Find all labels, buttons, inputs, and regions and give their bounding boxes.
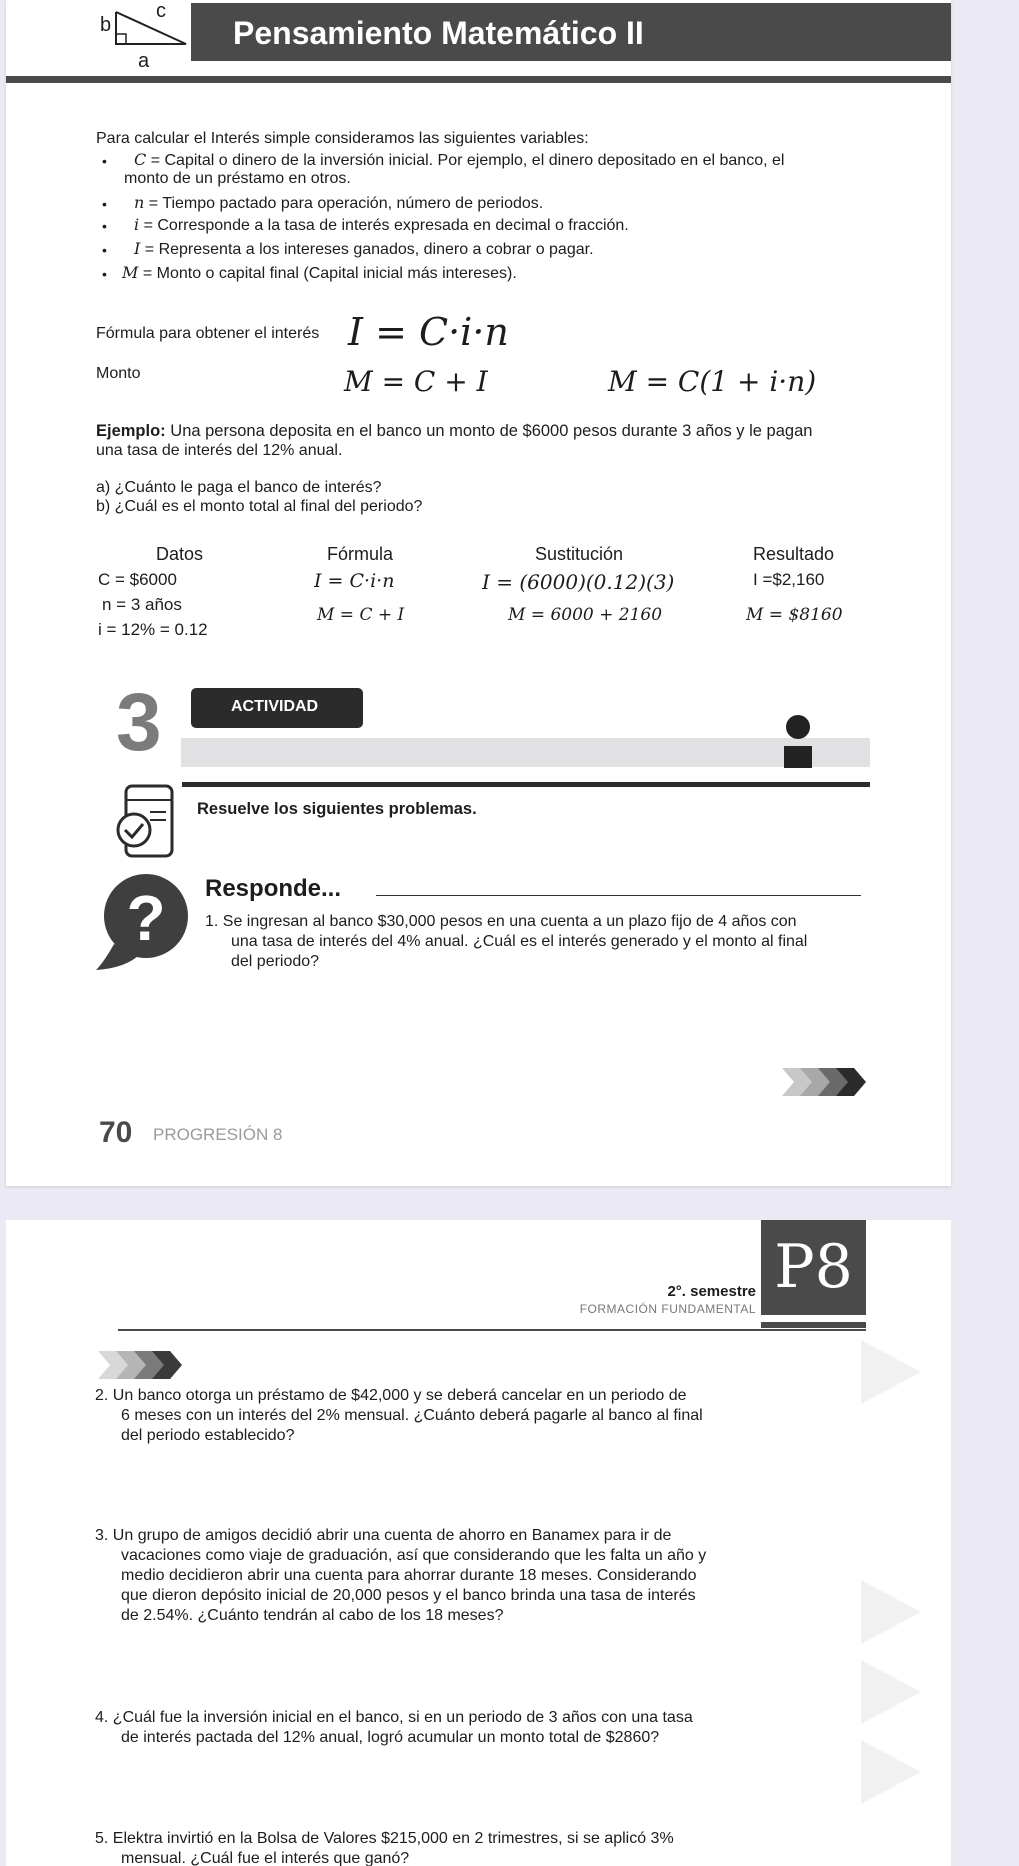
- responde-heading: Responde...: [205, 875, 342, 902]
- activity-rule: [182, 782, 870, 787]
- progression-label: PROGRESIÓN 8: [153, 1125, 283, 1144]
- table-formula-interest: I = C·i·n: [314, 570, 395, 592]
- result-monto: M = $8160: [746, 605, 843, 625]
- monto-formula-2: M = C(1 + i·n): [608, 365, 817, 398]
- chevrons-icon: [98, 1348, 184, 1382]
- substitution-monto: M = 6000 + 2160: [508, 605, 663, 625]
- page-71: [6, 1220, 951, 1866]
- page-number: 70: [99, 1116, 133, 1149]
- variable-i: i = Corresponde a la tasa de interés expresada en decimal o fracción.: [134, 215, 629, 234]
- problem-1-line-2: una tasa de interés del 4% anual. ¿Cuál es el interés generado y el monto al final: [231, 933, 808, 950]
- col-header-formula: Fórmula: [327, 544, 394, 564]
- question-b: b) ¿Cuál es el monto total al final del periodo?: [96, 498, 423, 515]
- bullet: •: [102, 196, 107, 212]
- monto-label: Monto: [96, 365, 141, 382]
- problem-1-line-3: del periodo?: [231, 953, 320, 970]
- person-icon: [780, 714, 816, 770]
- problem-3-line-5: de 2.54%. ¿Cuánto tendrán al cabo de los 18 meses?: [121, 1607, 504, 1624]
- header-rule-2: [118, 1329, 866, 1331]
- problem-2-line-1: 2. Un banco otorga un préstamo de $42,000 y se deberá cancelar en un periodo de: [95, 1387, 687, 1404]
- triangle-label-a: a: [138, 50, 150, 72]
- problem-4-line-2: de interés pactada del 12% anual, logró acumular un monto total de $2860?: [121, 1729, 660, 1746]
- decorative-shape: [861, 1740, 921, 1804]
- triangle-label-c: c: [156, 0, 166, 22]
- page-70: [6, 0, 951, 1186]
- problem-2-line-2: 6 meses con un interés del 2% mensual. ¿Cuánto deberá pagarle al banco al final: [121, 1407, 703, 1424]
- problem-3-line-4: que dieron depósito inicial de 20,000 pesos y el banco brinda una tasa de interés: [121, 1587, 696, 1604]
- bullet: •: [102, 218, 107, 234]
- dato-n: n = 3 años: [102, 595, 182, 614]
- substitution-interest: I = (6000)(0.12)(3): [482, 570, 675, 594]
- problem-3-line-3: medio decidieron abrir una cuenta para ahorrar durante 18 meses. Considerando: [121, 1567, 697, 1584]
- interest-formula: I = C·i·n: [348, 310, 509, 354]
- problem-4-line-1: 4. ¿Cuál fue la inversión inicial en el banco, si en un periodo de 3 años con una tasa: [95, 1709, 693, 1726]
- notebook-check-icon: [110, 780, 180, 860]
- result-interest: I =$2,160: [753, 570, 825, 589]
- question-a: a) ¿Cuánto le paga el banco de interés?: [96, 479, 382, 496]
- progression-badge: P8: [761, 1220, 866, 1315]
- answer-line[interactable]: [376, 895, 861, 896]
- variable-c-cont: monto de un préstamo en otros.: [124, 170, 351, 187]
- problem-1-line-1: 1. Se ingresan al banco $30,000 pesos en una cuenta a un plazo fijo de 4 años con: [205, 913, 797, 930]
- bullet: •: [102, 153, 107, 169]
- problem-2-line-3: del periodo establecido?: [121, 1427, 295, 1444]
- dato-c: C = $6000: [98, 570, 177, 589]
- activity-badge: ACTIVIDAD: [191, 688, 363, 728]
- triangle-label-b: b: [100, 14, 112, 36]
- example-paragraph-cont: una tasa de interés del 12% anual.: [96, 442, 343, 459]
- table-formula-monto: M = C + I: [317, 605, 405, 625]
- variable-I: I = Representa a los intereses ganados, dinero a cobrar o pagar.: [134, 239, 594, 258]
- activity-number: 3: [116, 677, 162, 768]
- dato-i: i = 12% = 0.12: [98, 620, 208, 639]
- intro-lead: Para calcular el Interés simple consideramos las siguientes variables:: [96, 130, 589, 147]
- activity-instruction: Resuelve los siguientes problemas.: [197, 800, 477, 818]
- col-header-sustitucion: Sustitución: [535, 544, 624, 564]
- decorative-shape: [861, 1660, 921, 1724]
- monto-formula-1: M = C + I: [344, 365, 488, 398]
- problem-5-line-2: mensual. ¿Cuál fue el interés que ganó?: [121, 1850, 410, 1866]
- formacion-label: FORMACIÓN FUNDAMENTAL: [579, 1302, 756, 1316]
- chevrons-icon: [782, 1066, 867, 1098]
- problem-3-line-2: vacaciones como viaje de graduación, así que considerando que les falta un año y: [121, 1547, 707, 1564]
- activity-gray-bar: [181, 738, 870, 767]
- variable-c: C = Capital o dinero de la inversión inicial. Por ejemplo, el dinero depositado en el banco, el: [134, 150, 785, 169]
- decorative-shape: [861, 1340, 921, 1404]
- col-header-resultado: Resultado: [753, 544, 835, 564]
- decorative-shape: [861, 1580, 921, 1644]
- interest-formula-label: Fórmula para obtener el interés: [96, 325, 320, 342]
- svg-text:?: ?: [126, 882, 166, 954]
- example-paragraph: Ejemplo: Una persona deposita en el banco un monto de $6000 pesos durante 3 años y le pagan: [96, 422, 813, 440]
- header-rule: [6, 76, 951, 83]
- page-title: Pensamiento Matemático II: [191, 3, 951, 61]
- col-header-datos: Datos: [156, 544, 204, 564]
- badge-base: [761, 1322, 866, 1328]
- variable-n: n = Tiempo pactado para operación, número de periodos.: [134, 193, 544, 212]
- question-bubble-icon: [94, 870, 204, 975]
- semester-label: 2°. semestre: [667, 1283, 756, 1300]
- problem-3-line-1: 3. Un grupo de amigos decidió abrir una cuenta de ahorro en Banamex para ir de: [95, 1527, 672, 1544]
- problem-5-line-1: 5. Elektra invirtió en la Bolsa de Valores $215,000 en 2 trimestres, si se aplicó 3%: [95, 1830, 674, 1847]
- bullet: •: [102, 242, 107, 258]
- variable-M: M = Monto o capital final (Capital inicial más intereses).: [122, 263, 517, 282]
- bullet: •: [102, 266, 107, 282]
